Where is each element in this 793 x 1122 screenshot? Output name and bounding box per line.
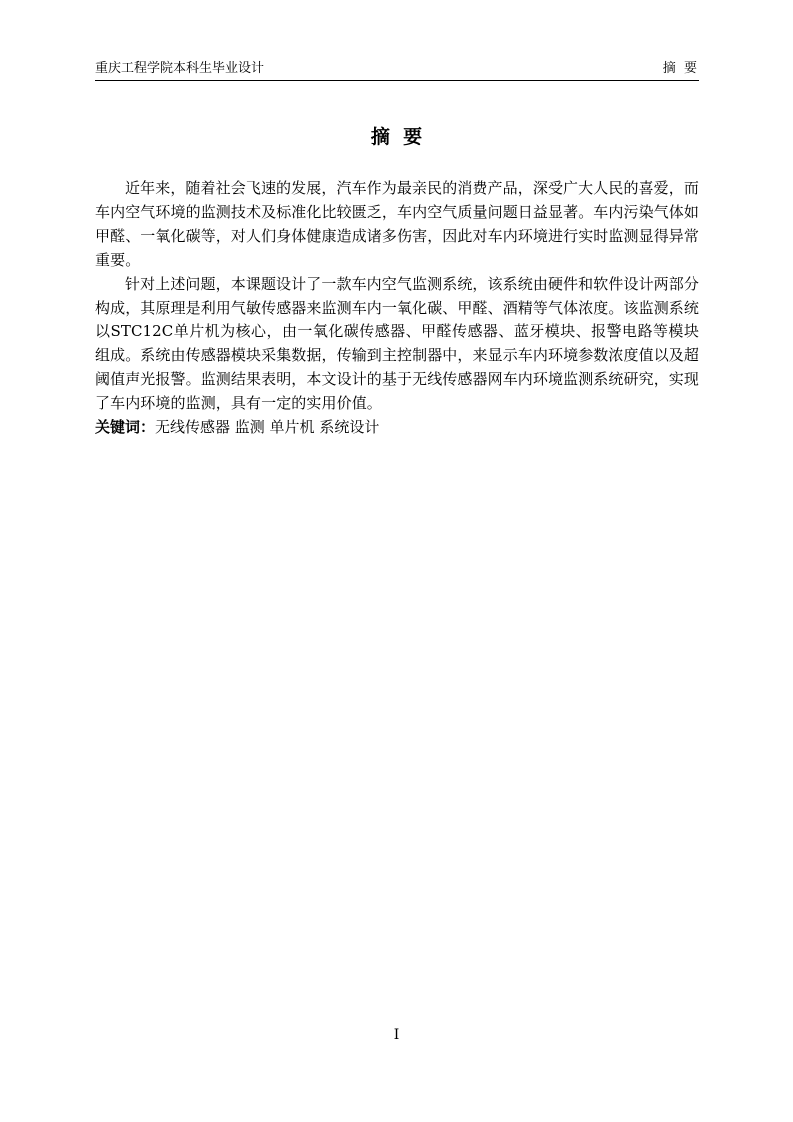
keywords-value: 无线传感器 监测 单片机 系统设计 [155,418,380,437]
keywords-label: 关键词： [95,418,156,437]
header-institution: 重庆工程学院本科生毕业设计 [95,61,265,76]
page-number: I [393,1027,400,1043]
keywords-line [95,416,699,440]
abstract-paragraph-1: 近年来，随着社会飞速的发展，汽车作为最亲民的消费产品，深受广大人民的喜爱，而车内空气环境的监测技术及标准化比较匮乏，车内空气质量问题日益显著。车内污染气体如甲醛、一氧化碳等，对人们身体健康造成诸多伤害，因此对车内环境进行实时监测显得异常重要。 [95,179,700,269]
header-section: 摘 要 [662,61,697,76]
abstract-title: 摘 要 [370,126,423,148]
running-header [95,60,699,81]
abstract-body [95,177,699,440]
abstract-paragraph-2: 针对上述问题，本课题设计了一款车内空气监测系统，该系统由硬件和软件设计两部分构成，其原理是利用气敏传感器来监测车内一氧化碳、甲醛、酒精等气体浓度。该监测系统以STC12C单片机为核心，由一氧化碳传感器、甲醛传感器、蓝牙模块、报警电路等模块组成。系统由传感器模块采集数据，传输到主控制器中，来显示车内环境参数浓度值以及超阈值声光报警。监测结果表明，本文设计的基于无线传感器网车内环境监测系统研究，实现了车内环境的监测，具有一定的实用价值。 [95,274,700,413]
